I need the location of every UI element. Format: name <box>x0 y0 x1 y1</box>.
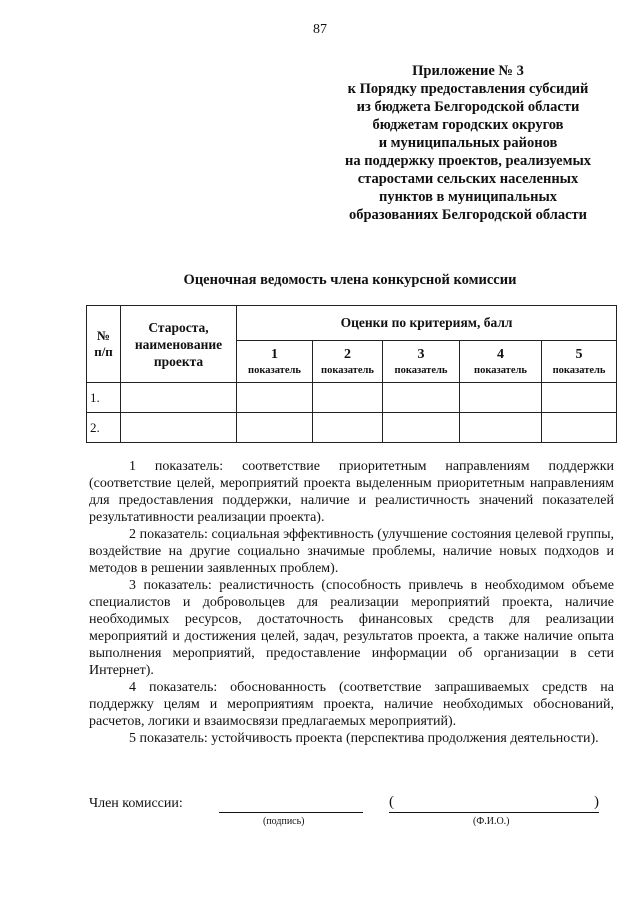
header-indicator-3 <box>383 341 460 383</box>
header-indicator-2 <box>313 341 383 383</box>
appendix-line: на поддержку проектов, реализуемых <box>344 153 592 169</box>
header-number-line: п/п <box>94 344 113 359</box>
indicator-number: 1 <box>271 347 278 362</box>
header-name-line: проекта <box>153 353 204 369</box>
appendix-line: Приложение № 3 <box>412 63 524 79</box>
appendix-line: к Порядку предоставления субсидий <box>347 81 589 97</box>
appendix-line: из бюджета Белгородской области <box>356 99 580 115</box>
indicator-number: 2 <box>344 347 351 362</box>
table-cell <box>313 383 383 413</box>
appendix-heading <box>318 62 618 224</box>
header-indicator-1 <box>237 341 313 383</box>
indicator-number: 5 <box>575 347 583 362</box>
criteria-descriptions <box>89 458 614 747</box>
table-row <box>87 383 617 413</box>
signature-caption: (подпись) <box>263 816 305 827</box>
table-cell <box>383 413 460 443</box>
signature-label: Член комиссии: <box>89 796 183 811</box>
indicator-label: показатель <box>248 365 301 376</box>
table-cell <box>121 383 237 413</box>
table-cell <box>460 383 542 413</box>
signature-block <box>89 796 614 836</box>
appendix-line: старостами сельских населенных <box>357 171 579 187</box>
header-criteria: Оценки по критериям, балл <box>237 306 617 341</box>
header-indicator-4 <box>460 341 542 383</box>
header-indicator-5 <box>542 341 617 383</box>
appendix-line: образованиях Белгородской области <box>348 207 588 223</box>
table-cell <box>237 383 313 413</box>
fio-close-paren: ) <box>594 794 599 810</box>
table-cell <box>542 413 617 443</box>
header-name-line: наименование <box>134 336 223 352</box>
criterion-paragraph: 4 показатель: обоснованность (соответствие запрашиваемых средств на поддержку целям и мероприятиям проекта, наличие необходимых обоснований, расчетов, логики и взаимосвязи предлагаемых мероприятий). <box>89 680 614 729</box>
table-cell <box>313 413 383 443</box>
signature-line <box>219 812 363 813</box>
appendix-line: пунктов в муниципальных <box>378 189 558 205</box>
indicator-number: 3 <box>417 347 425 362</box>
table-cell <box>460 413 542 443</box>
table-cell <box>237 413 313 443</box>
table-cell <box>121 413 237 443</box>
fio-caption: (Ф.И.О.) <box>473 816 510 827</box>
appendix-line: и муниципальных районов <box>378 135 558 151</box>
indicator-label: показатель <box>321 365 374 376</box>
appendix-line: бюджетам городских округов <box>372 117 564 133</box>
row-number: 2. <box>87 413 121 443</box>
header-number-column <box>87 306 121 383</box>
indicator-label: показатель <box>474 365 527 376</box>
page-number: 87 <box>313 22 327 37</box>
criterion-paragraph: 2 показатель: социальная эффективность (улучшение состояния целевой группы, воздействие на другие социально значимые проблемы, наличие новых подходов и методов в решении заявленных проблем). <box>89 527 614 576</box>
indicator-number: 4 <box>497 347 504 362</box>
table-cell <box>542 383 617 413</box>
criterion-paragraph: 3 показатель: реалистичность (способность привлечь в необходимом объеме специалистов и добровольцев для реализации мероприятий проекта, наличие необходимых ресурсов, достаточность финансовых средств для реализации мероприятий и достижения целей, задач, результатов проекта, а также наличие опыта выполнения мероприятий, предоставление информации об организации в сети Интернет). <box>89 578 614 678</box>
table-row <box>87 413 617 443</box>
fio-open-paren: ( <box>389 794 394 810</box>
form-title: Оценочная ведомость члена конкурсной комиссии <box>183 272 517 288</box>
criterion-paragraph: 5 показатель: устойчивость проекта (перспектива продолжения деятельности). <box>129 731 599 746</box>
criterion-paragraph: 1 показатель: соответствие приоритетным направлениям поддержки (соответствие целей, мероприятий проекта выделенным приоритетным направлениям для предоставления поддержки, наличие и реалистичность значений показателей результативности реализации проекта). <box>89 459 614 525</box>
table-cell <box>383 383 460 413</box>
header-number-line: № <box>96 328 111 343</box>
header-name-column <box>121 306 237 383</box>
header-name-line: Староста, <box>148 319 209 335</box>
indicator-label: показатель <box>394 365 448 376</box>
row-number: 1. <box>87 383 121 413</box>
fio-line <box>389 812 599 813</box>
score-table <box>86 305 617 443</box>
indicator-label: показатель <box>552 365 606 376</box>
